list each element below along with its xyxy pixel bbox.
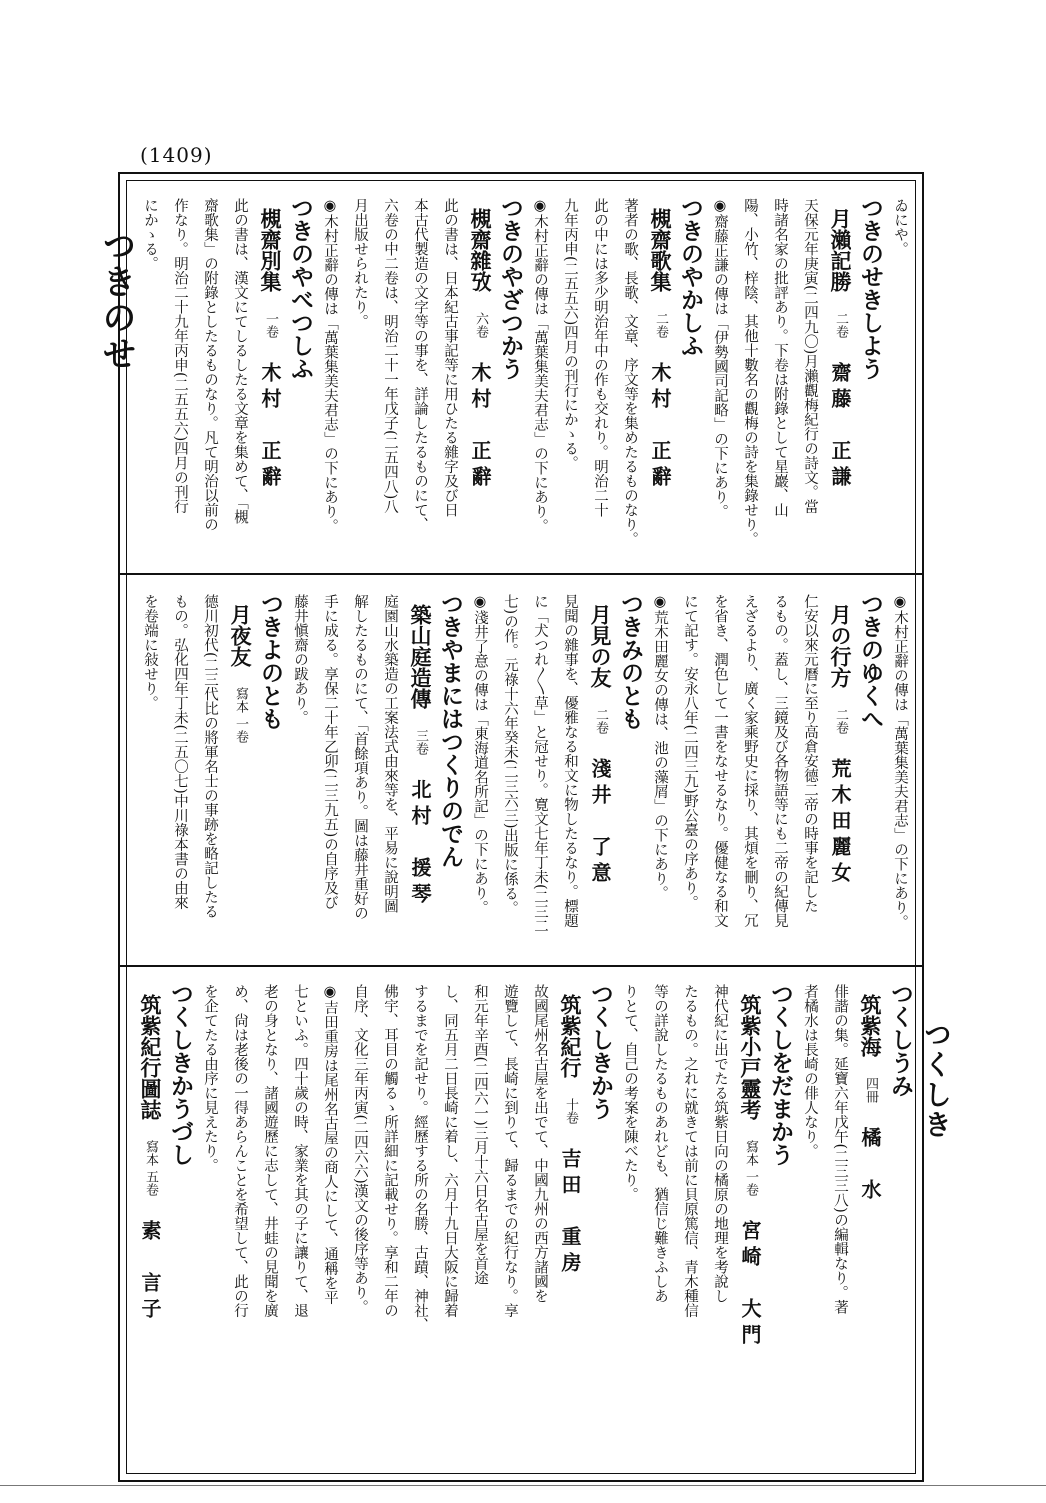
entry-title: 槻齋雜攷: [468, 208, 493, 292]
body-text-line: るもの。蓋し、三鏡及び各物語等にも二帝の紀傳見: [772, 594, 788, 928]
body-text-line: 俳諧の集。延寶六年戊午(二三三八)の編輯なり。著: [832, 984, 848, 1315]
entry-reading-heading: [853, 196, 884, 568]
body-text-line: 仁安以來元曆に至り高倉安德二帝の時事を記した: [802, 594, 818, 913]
entry-volumes: 二卷: [653, 311, 668, 338]
body-text-line: 此の書は、漢文にてしるしたる文章を集めて、「槻: [232, 198, 248, 525]
body-text-line: 故國尾州名古屋を出でて、中國九州の西方諸國を: [532, 984, 548, 1303]
cross-reference-line: ◉淺井了意の傳は「東海道名所記」の下にあり。: [472, 594, 488, 915]
entry-reading: つきのゆくへ: [857, 592, 884, 730]
body-text-line: 九年丙申(二五五六)四月の刊行にかゝる。: [562, 198, 578, 471]
body-text-line: 本古代製造の文字等の事を、詳論したるものにて、: [412, 198, 428, 532]
entry-volumes: 二卷: [593, 707, 608, 734]
body-text-line: たるもの。之れに就きては前に貝原篤信、青木種信: [682, 984, 698, 1318]
body-text-line: を卷端に敍せり。: [142, 594, 158, 710]
entry-title: 筑紫紀行圖誌: [138, 994, 163, 1120]
body-text-line: 天保元年庚寅(二四九〇)月瀨觀梅紀行の詩文。當: [802, 198, 818, 514]
entry-volumes: 十卷: [563, 1097, 578, 1124]
running-head-bottom: つくしき: [920, 1020, 953, 1140]
entry-title-line: [583, 592, 611, 972]
entry-reading: つきのやかしふ: [677, 196, 704, 357]
entry-title-line: [823, 196, 851, 580]
body-text-line: 等の詳說したるものあれども、猶信じ難きふしあ: [652, 984, 668, 1303]
body-text-line: 此の書は、日本紀古事記等に用ひたる雜字及び日: [442, 198, 458, 517]
body-text-line: えざるより、廣く家乘野史に採り、其煩を刪り、冗: [742, 594, 758, 928]
body-text-line: 時諸名家の批評あり。下卷は附錄として星巖、山: [772, 198, 788, 517]
body-text-line: 此の中には多少明治年中の作も交れり。明治二十: [592, 198, 608, 517]
cross-reference-line: ◉木村正辭の傳は「萬葉集美夫君志」の下にあり。: [322, 198, 338, 533]
body-text-line: 遊覽して、長崎に到りて、歸るまでの紀行なり。享: [502, 984, 518, 1318]
body-text-line: りとて、自己の考案を陳べたり。: [622, 984, 638, 1202]
entry-title-line: [403, 592, 431, 972]
entry-title: 筑紫紀行: [558, 994, 583, 1078]
body-text-line: 神代紀に出でたる筑紫日向の橘原の地理を考說し: [712, 984, 728, 1303]
entry-reading-heading: [673, 196, 704, 568]
entry-reading-heading: [583, 982, 614, 1472]
entry-author: 木村 正辭: [648, 361, 672, 492]
entry-author: 素 言子: [138, 1219, 162, 1324]
entry-author: 木村 正辭: [468, 361, 492, 492]
entry-title-line: [223, 592, 251, 972]
entry-author: 宮崎 大門: [738, 1219, 762, 1350]
entry-title-line: [853, 982, 881, 1484]
entry-volumes: 三卷: [413, 728, 428, 755]
entry-reading-heading: [433, 592, 464, 960]
entry-author: 齋藤 正謙: [828, 361, 852, 492]
cross-reference-line: ◉齋藤正謙の傳は「伊勢國司記略」の下にあり。: [712, 198, 728, 519]
entry-reading: つきよのとも: [257, 592, 284, 730]
entry-title: 槻齋別集: [258, 208, 283, 292]
body-text-line: 手に成る。享保二十年乙卯(二三九五)の自序及び: [322, 594, 338, 910]
entry-title-line: [823, 592, 851, 972]
entry-reading-heading: [283, 196, 314, 568]
body-text-line: 著者の歌、長歌、文章、序文等を集めたるものなり。: [622, 198, 638, 546]
entry-title: 築山庭造傳: [408, 604, 433, 709]
body-text-line: もの。弘化四年丁未(二五〇七)中川祿本書の由來: [172, 594, 188, 910]
entry-title-line: [643, 196, 671, 580]
entry-author: 橘 水: [858, 1126, 882, 1205]
cross-reference-line: ◉木村正辭の傳は「萬葉集美夫君志」の下にあり。: [892, 594, 908, 929]
entry-volumes: 二卷: [833, 707, 848, 734]
entry-reading: つきみのとも: [617, 592, 644, 730]
entry-reading-heading: [853, 592, 884, 960]
body-text-line: 六卷の中二卷は、明治二十一年戊子(二五四八)八: [382, 198, 398, 514]
cross-reference-line: ◉吉田重房は尾州名古屋の商人にして、通稱を平: [322, 984, 338, 1305]
page-number: (1409): [140, 143, 213, 167]
entry-reading-heading: [883, 982, 914, 1472]
body-text-line: 齋歌集」の附錄としたるものなり。凡て明治以前の: [202, 198, 218, 532]
body-text-line: 見聞の雜事を、優雅なる和文に物したるなり。標題: [562, 594, 578, 928]
body-text-line: するまでを記せり。經歷する所の名勝、古蹟、神社、: [412, 984, 428, 1332]
entry-reading-heading: [163, 982, 194, 1472]
entry-reading: つくしをだまかう: [767, 982, 794, 1166]
tier-divider: [118, 573, 924, 575]
entry-title-line: [733, 982, 761, 1484]
entry-author: 荒木田麗女: [828, 757, 852, 888]
entry-title: 月見の友: [588, 604, 613, 688]
body-text-line: 藤井愼齋の跋あり。: [292, 594, 308, 725]
cross-reference-line: ◉荒木田麗女の傳は、池の藻屑」の下にあり。: [652, 594, 668, 900]
entry-reading: つくしうみ: [887, 982, 914, 1097]
entry-title: 月の行方: [828, 604, 853, 688]
body-text-line: に「犬つれ〳〵草」と冠せり。寛文七年丁未(二三二: [532, 594, 548, 934]
entry-title-line: [553, 982, 581, 1484]
body-text-line: し、同五月二日長崎に着し、六月十九日大阪に歸着: [442, 984, 458, 1318]
body-text-line: 和元年辛酉(二四六一)三月十六日名古屋を首途: [472, 984, 488, 1286]
entry-title: 筑紫海: [858, 994, 883, 1057]
entry-title-line: [463, 196, 491, 580]
entry-author: 淺井 了意: [588, 757, 612, 888]
body-text-line: 自序、文化三年丙寅(二四六六)漢文の後序等あり。: [352, 984, 368, 1315]
entry-title: 槻齋歌集: [648, 208, 673, 292]
entry-volumes: 寫本 五卷: [143, 1139, 158, 1196]
body-text-line: ゐにや。: [892, 198, 908, 256]
entry-reading-heading: [613, 592, 644, 960]
body-text-line: 作なり。明治二十九年丙申(二五五六)四月の刊行: [172, 198, 188, 514]
entry-title-line: [133, 982, 161, 1484]
body-text-line: 佛宇、耳目の觸るゝ所詳細に記載せり。享和二年の: [382, 984, 398, 1318]
entry-volumes: 寫本 一卷: [233, 686, 248, 743]
body-text-line: 解したるものにて、「首餘項あり。圖は藤井重好の: [352, 594, 368, 921]
body-text-line: 七といふ。四十歲の時、家業を其の子に讓りて、退: [292, 984, 308, 1318]
entry-volumes: 四冊: [863, 1076, 878, 1103]
entry-reading: つくしきかう: [587, 982, 614, 1120]
entry-volumes: 二卷: [833, 311, 848, 338]
entry-reading: つきやまにはつくりのでん: [437, 592, 464, 868]
body-text-line: 月出版せられたり。: [352, 198, 368, 329]
body-text-line: 德川初代(二三代比の將軍名士の事跡を略記したる: [202, 594, 218, 919]
body-text-line: にかゝる。: [142, 198, 158, 271]
entry-reading-heading: [253, 592, 284, 960]
body-text-line: め、尙は老後の一得あらんことを希望して、此の行: [232, 984, 248, 1318]
entry-reading: つきのやべつしふ: [287, 196, 314, 380]
entry-title-line: [253, 196, 281, 580]
entry-reading: つきのやざつかう: [497, 196, 524, 380]
body-text-line: を省き、潤色して一書をなせるなり。優健なる和文: [712, 594, 728, 928]
entry-author: 北村 援琴: [408, 778, 432, 909]
entry-reading: つくしきかうづし: [167, 982, 194, 1166]
bottom-rule: [0, 1485, 1046, 1486]
entry-title: 筑紫小戸靈考: [738, 994, 763, 1120]
body-text-line: を企てたる由序に見えたり。: [202, 984, 218, 1173]
body-text-line: 老の身となり、諸國遊歷に志して、井蛙の見聞を廣: [262, 984, 278, 1318]
entry-author: 木村 正辭: [258, 361, 282, 492]
entry-author: 吉田 重房: [558, 1147, 582, 1278]
cross-reference-line: ◉木村正辭の傳は「萬葉集美夫君志」の下にあり。: [532, 198, 548, 533]
entry-title: 月夜友: [228, 604, 253, 667]
entry-volumes: 一卷: [263, 311, 278, 338]
body-text-line: 者橘水は長崎の俳人なり。: [802, 984, 818, 1158]
body-text-line: 庭園山水築造の工案法式由來等を、平易に說明圖: [382, 594, 398, 913]
running-head-top: つきのせ: [96, 228, 136, 372]
entry-volumes: 六卷: [473, 311, 488, 338]
body-text-line: 七)の作。元祿十六年癸未(二三六三)出版に係る。: [502, 594, 518, 916]
entry-volumes: 寫本 一卷: [743, 1139, 758, 1196]
body-text-line: 陽、小竹、梓陰、其他十數名の觀梅の詩を集錄せり。: [742, 198, 758, 546]
entry-reading-heading: [763, 982, 794, 1472]
entry-reading: つきのせきしよう: [857, 196, 884, 380]
entry-title: 月瀨記勝: [828, 208, 853, 292]
entry-reading-heading: [493, 196, 524, 568]
body-text-line: にて記す。安永八年(二四三九)野公臺の序あり。: [682, 594, 698, 910]
